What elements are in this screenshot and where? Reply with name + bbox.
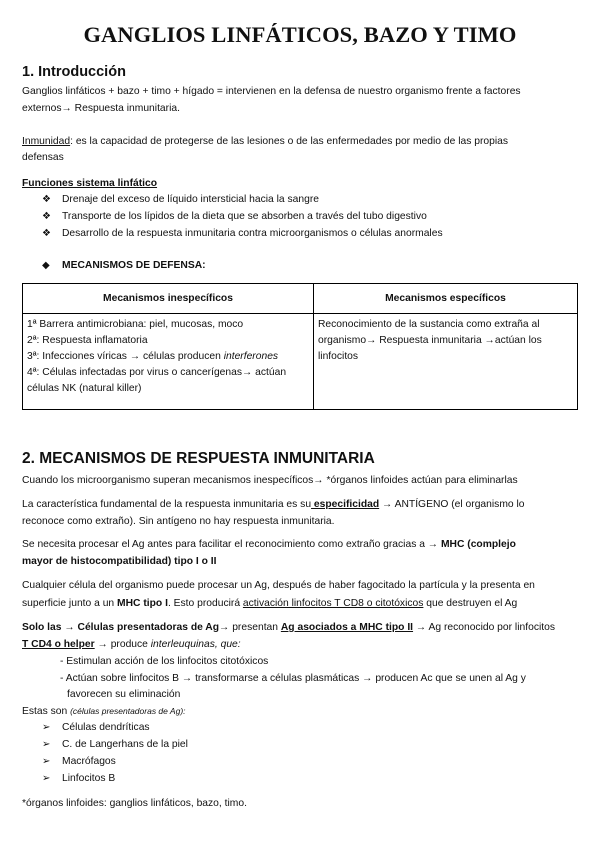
diamond-bullet-icon: ◆ <box>42 260 50 271</box>
paragraph-5-sub-2: - Actúan sobre linfocitos B → transformarse a células plasmáticas → producen Ac que se unen al Ag y <box>60 673 526 684</box>
table-line: 2ª: Respuesta inflamatoria <box>27 335 148 346</box>
arrow-bullet-icon: ➢ <box>42 756 51 767</box>
table-line: 1ª Barrera antimicrobiana: piel, mucosas, moco <box>27 319 244 330</box>
paragraph-2-line-2: reconoce como extraño). Sin antígeno no hay respuesta inmunitaria. <box>22 516 335 527</box>
inmunidad-def-text: : es la capacidad de protegerse de las lesiones o de las enfermedades por medio de las propias <box>70 136 508 147</box>
apc-item: ➢ Linfocitos B <box>42 771 115 787</box>
especificidad-term: especificidad <box>311 499 380 510</box>
table-line: células NK (natural killer) <box>27 383 142 394</box>
activacion-term: activación linfocitos T CD8 o citotóxicos <box>242 598 424 609</box>
table-line: 3ª: Infecciones víricas → células producen interferones <box>27 351 279 362</box>
apc-item: ➢ C. de Langerhans de la piel <box>42 737 188 753</box>
arrow-bullet-icon: ➢ <box>42 739 51 750</box>
funcion-item: ❖ Desarrollo de la respuesta inmunitaria contra microorganismos o células anormales <box>42 226 443 242</box>
table-line: organismo→ Respuesta inmunitaria →actúan los <box>318 335 542 346</box>
mhc-term: MHC (complejo <box>440 539 516 550</box>
inmunidad-definition <box>22 134 508 150</box>
table-header-especificos: Mecanismos específicos <box>314 284 578 314</box>
intro-line-2: externos→ Respuesta inmunitaria. <box>22 103 180 114</box>
funcion-item: ❖ Transporte de los lípidos de la dieta que se absorben a través del tubo digestivo <box>42 209 427 225</box>
table-line: linfocitos <box>318 351 359 362</box>
diamond-bullet-icon: ❖ <box>42 194 51 205</box>
paragraph-5-sub-2-line-2: favorecen su eliminación <box>67 689 181 700</box>
paragraph-1: Cuando los microorganismo superan mecanismos inespecíficos→ *órganos linfoides actúan para eliminarlas <box>22 475 518 486</box>
page-title: GANGLIOS LINFÁTICOS, BAZO Y TIMO <box>83 22 517 47</box>
mhc-ii-term: Ag asociados a MHC tipo II <box>280 622 414 633</box>
estas-son-line: Estas son (células presentadoras de Ag): <box>22 706 186 717</box>
paragraph-4-line-2: superficie junto a un MHC tipo I. Esto producirá activación linfocitos T CD8 o citotóxicos que destruyen el Ag <box>22 598 518 609</box>
apc-item: ➢ Células dendríticas <box>42 720 150 736</box>
mecanismos-heading: ◆ MECANISMOS DE DEFENSA: <box>42 258 206 274</box>
paragraph-5-line-2: T CD4 o helper → produce interleuquinas, que: <box>22 639 241 650</box>
inmunidad-term: Inmunidad <box>22 136 71 147</box>
mecanismos-table <box>22 283 578 410</box>
diamond-bullet-icon: ❖ <box>42 211 51 222</box>
table-cell-especificos <box>314 314 578 410</box>
diamond-bullet-icon: ❖ <box>42 228 51 239</box>
funciones-heading: Funciones sistema linfático <box>22 178 158 189</box>
footnote: *órganos linfoides: ganglios linfáticos, bazo, timo. <box>22 798 247 809</box>
intro-line-1: Ganglios linfáticos + bazo + timo + hígado = intervienen en la defensa de nuestro organismo frente a factores <box>22 86 521 97</box>
paragraph-3: Se necesita procesar el Ag antes para facilitar el reconocimiento como extraño gracias a → MHC (complejo <box>22 539 516 550</box>
section-1-heading: 1. Introducción <box>22 64 126 80</box>
apc-item: ➢ Macrófagos <box>42 754 116 770</box>
paragraph-4: Cualquier célula del organismo puede procesar un Ag, después de haber fagocitado la partícula y la presenta en <box>22 580 535 591</box>
arrow-bullet-icon: ➢ <box>42 773 51 784</box>
section-2-heading: 2. MECANISMOS DE RESPUESTA INMUNITARIA <box>22 450 375 467</box>
paragraph-3-line-2: mayor de histocompatibilidad) tipo I o II <box>22 556 217 567</box>
table-header-inespecificos: Mecanismos inespecíficos <box>23 284 314 314</box>
inmunidad-def-line-2: defensas <box>22 152 64 163</box>
funcion-item: ❖ Drenaje del exceso de líquido intersticial hacia la sangre <box>42 192 319 208</box>
table-line: Reconocimiento de la sustancia como extraña al <box>318 319 540 330</box>
table-line: 4ª: Células infectadas por virus o cancerígenas→ actúan <box>27 367 287 378</box>
paragraph-2: La característica fundamental de la respuesta inmunitaria es su especificidad → ANTÍGENO (el organismo lo <box>22 499 525 510</box>
paragraph-5: Solo las → Células presentadoras de Ag→ presentan Ag asociados a MHC tipo II → Ag reconocido por linfocitos <box>22 622 555 633</box>
arrow-bullet-icon: ➢ <box>42 722 51 733</box>
cd4-term: T CD4 o helper <box>22 639 95 650</box>
paragraph-5-sub-1: - Estimulan acción de los linfocitos citotóxicos <box>60 656 269 667</box>
table-cell-inespecificos <box>23 314 314 410</box>
